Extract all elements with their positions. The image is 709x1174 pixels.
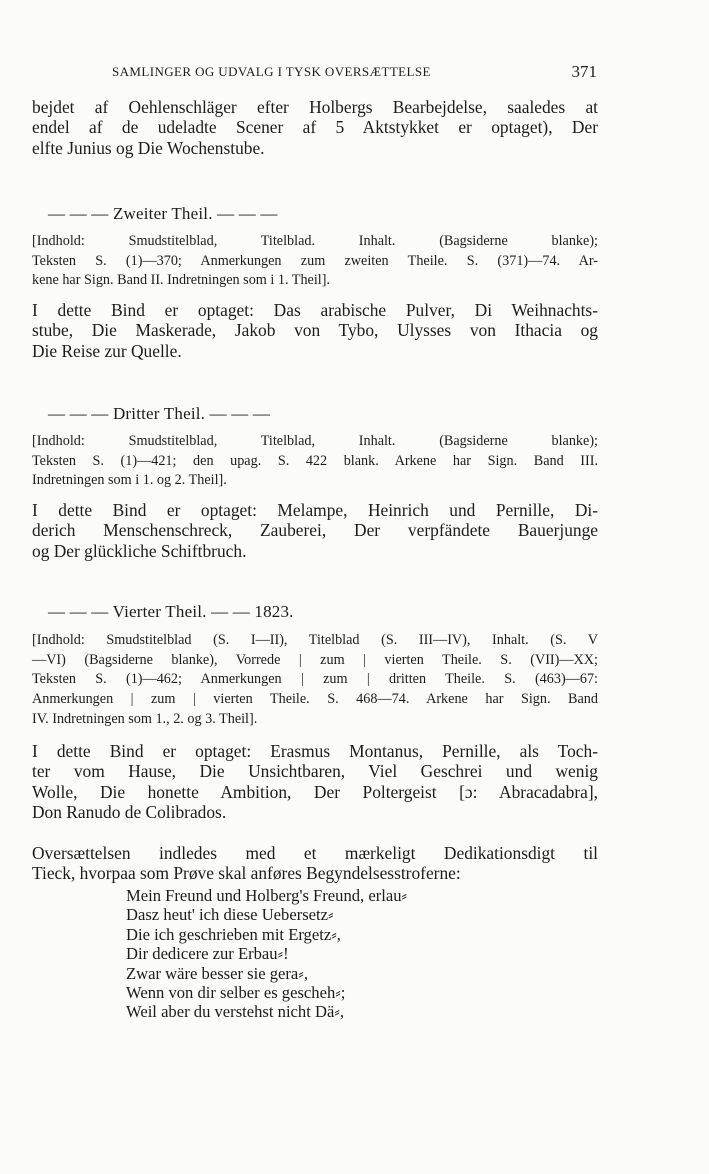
- text-line: endel af de udeladte Scener af 5 Aktstykket er optaget), Der: [32, 117, 598, 138]
- text-line: Teksten S. (1)—370; Anmerkungen zum zweiten Theile. S. (371)—74. Ar-: [32, 252, 598, 269]
- text-line: I dette Bind er optaget: Melampe, Heinrich und Pernille, Di-: [32, 500, 598, 520]
- text-line: og Der glückliche Schiftbruch.: [32, 540, 247, 561]
- contents-dritter-theil: [32, 432, 598, 491]
- text-line: Indretningen som i 1. og 2. Theil].: [32, 472, 227, 489]
- included-plays-vierter-theil: [32, 741, 598, 822]
- text-line: Teksten S. (1)—421; den upag. S. 422 blank. Arkene har Sign. Band III.: [32, 452, 598, 469]
- included-plays-dritter-theil: [32, 500, 598, 561]
- text-line: —VI) (Bagsiderne blanke), Vorrede | zum | vierten Theile. S. (VII)—XX;: [32, 651, 598, 668]
- poem-line: Weil aber du verstehst nicht Dä⸗,: [126, 1002, 344, 1022]
- text-line: Tieck, hvorpaa som Prøve skal anføres Begyndelsesstroferne:: [32, 863, 461, 884]
- text-line: I dette Bind er optaget: Das arabische Pulver, Di Weihnachts-: [32, 300, 598, 320]
- poem-line: Mein Freund und Holberg's Freund, erlau⸗: [126, 886, 408, 905]
- text-line: [Indhold: Smudstitelblad (S. I—II), Titelblad (S. III—IV), Inhalt. (S. V: [32, 632, 598, 648]
- contents-zweiter-theil: [32, 232, 598, 291]
- text-line: Anmerkungen | zum | vierten Theile. S. 468—74. Arkene har Sign. Band: [32, 691, 598, 708]
- poem-line: Wenn von dir selber es gescheh⸗;: [126, 983, 346, 1003]
- text-line: Teksten S. (1)—462; Anmerkungen | zum | dritten Theile. S. (463)—67:: [32, 671, 598, 688]
- contents-vierter-theil: [32, 631, 598, 730]
- text-line: kene har Sign. Band II. Indretningen som i 1. Theil].: [32, 272, 331, 289]
- included-plays-zweiter-theil: [32, 300, 598, 361]
- poem-line: Dir dedicere zur Erbau⸗!: [126, 944, 289, 964]
- dedication-poem: [126, 886, 407, 1022]
- translation-paragraph: [32, 843, 598, 884]
- text-line: Die Reise zur Quelle.: [32, 340, 182, 361]
- text-line: I dette Bind er optaget: Erasmus Montanus, Pernille, als Toch-: [32, 741, 598, 761]
- text-line: derich Menschenschreck, Zauberei, Der verpfändete Bauerjunge: [32, 520, 598, 541]
- text-line: elfte Junius og Die Wochenstube.: [32, 137, 265, 158]
- section-heading-vierter-theil: — — — Vierter Theil. — — 1823.: [48, 602, 294, 621]
- poem-line: Zwar wäre besser sie gera⸗,: [126, 963, 308, 983]
- intro-paragraph: [32, 97, 598, 158]
- text-line: Don Ranudo de Colibrados.: [32, 801, 227, 822]
- poem-line: Die ich geschrieben mit Ergetz⸗,: [126, 924, 341, 944]
- text-line: [Indhold: Smudstitelblad, Titelblad. Inhalt. (Bagsiderne blanke);: [32, 233, 598, 249]
- running-head-title: SAMLINGER OG UDVALG I TYSK OVERSÆTTELSE: [112, 64, 431, 79]
- section-heading-zweiter-theil: — — — Zweiter Theil. — — —: [48, 204, 278, 223]
- section-heading-dritter-theil: — — — Dritter Theil. — — —: [48, 404, 271, 423]
- text-line: bejdet af Oehlenschläger efter Holbergs Bearbejdelse, saaledes at: [32, 97, 598, 117]
- text-line: Oversættelsen indledes med et mærkeligt Dedikationsdigt til: [32, 843, 598, 863]
- text-line: Wolle, Die honette Ambition, Der Poltergeist [ɔ: Abracadabra],: [32, 781, 598, 802]
- text-line: IV. Indretningen som 1., 2. og 3. Theil].: [32, 710, 258, 727]
- text-line: stube, Die Maskerade, Jakob von Tybo, Ulysses von Ithacia og: [32, 320, 598, 341]
- page-number: 371: [571, 62, 597, 81]
- text-line: ter vom Hause, Die Unsichtbaren, Viel Geschrei und wenig: [32, 761, 598, 782]
- text-line: [Indhold: Smudstitelblad, Titelblad, Inhalt. (Bagsiderne blanke);: [32, 433, 598, 449]
- poem-line: Dasz heut' ich diese Uebersetz⸗: [126, 905, 334, 925]
